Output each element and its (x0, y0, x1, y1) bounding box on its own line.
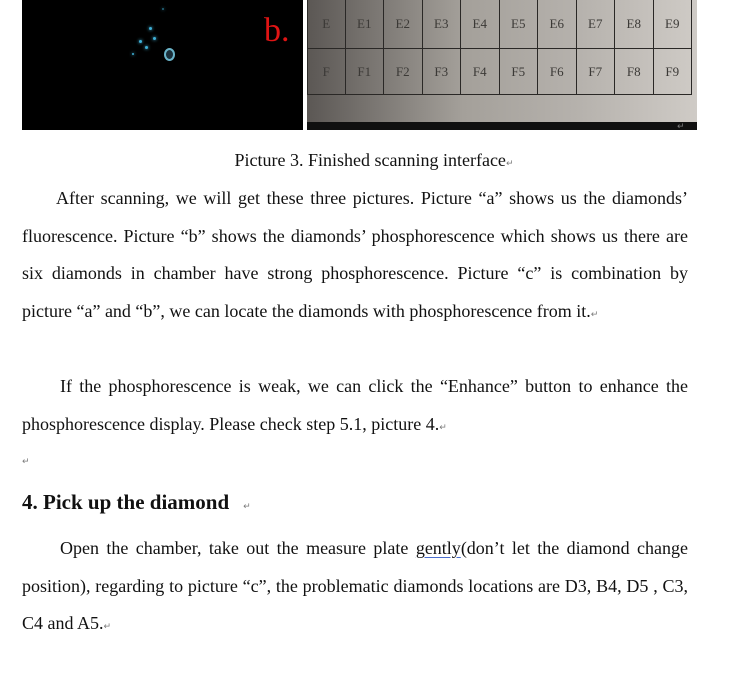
grid-cell: E7 (577, 0, 616, 49)
paragraph-mark-icon: ↵ (439, 422, 447, 433)
grid-cell: E1 (346, 0, 385, 49)
grid-cell: F (307, 49, 346, 95)
phosphor-dot (145, 46, 148, 49)
grid-cell: F4 (461, 49, 500, 95)
plate-grid-photo (307, 0, 697, 122)
paragraph-enhance (22, 368, 688, 447)
grid-cell: F8 (615, 49, 654, 95)
grid-cell: E6 (538, 0, 577, 49)
heading-text: 4. Pick up the diamond (22, 490, 230, 514)
paragraph-mark-icon: ↵ (103, 622, 112, 632)
phosphor-dot (139, 40, 142, 43)
paragraph-mark-icon: ↵ (22, 457, 30, 467)
phosphor-dot (153, 37, 156, 40)
grid-cell: E3 (423, 0, 462, 49)
section-heading (22, 490, 251, 515)
caption-text: Picture 3. Finished scanning interface (234, 150, 506, 170)
phosphorescence-image-b (22, 0, 303, 130)
paragraph-text: After scanning, we will get these three pictures. Picture “a” shows us the diamonds’ fluorescence. Picture “b” shows the diamonds’ phosphorescence which shows us there are six diamonds in chamber have strong phosphorescence. Picture “c” is combination by picture “a” and “b”, we can locate the diamonds with phosphorescence from it. (22, 188, 688, 321)
phosphor-dot (149, 27, 152, 30)
plate-bottom-edge (307, 122, 697, 130)
paragraph-mark-icon: ↵ (243, 502, 251, 512)
paragraph-text: Open the chamber, take out the measure plate (60, 538, 416, 558)
grid-cell: F3 (423, 49, 462, 95)
grid-cell: F9 (654, 49, 693, 95)
grid-cell: F7 (577, 49, 616, 95)
paragraph-text: If the phosphorescence is weak, we can click the “Enhance” button to enhance the phosphorescence display. Please check step 5.1, picture 4. (22, 376, 688, 434)
grid-cell: E2 (384, 0, 423, 49)
phosphor-ring (164, 48, 175, 61)
figure-label-b: b. (264, 12, 290, 49)
phosphor-dot (162, 8, 164, 10)
grid-cell: F6 (538, 49, 577, 95)
figure-row (22, 0, 698, 130)
figure-caption (0, 150, 750, 171)
grid-cell: E9 (654, 0, 693, 49)
paragraph-scan-results (22, 180, 688, 334)
grid-cell: F1 (346, 49, 385, 95)
paragraph-pick-up (22, 530, 688, 647)
grid-cell: E4 (461, 0, 500, 49)
combined-image-c (307, 0, 697, 130)
grid-cell: E5 (500, 0, 539, 49)
grid-row-e (307, 0, 697, 49)
grid-cell: F2 (384, 49, 423, 95)
spellcheck-underlined-word: gently (415, 538, 461, 558)
phosphor-dot (132, 53, 134, 55)
grid-row-f (307, 49, 697, 95)
grid-cell: E (307, 0, 346, 49)
paragraph-mark-icon: ↵ (590, 309, 599, 320)
grid-cell: F5 (500, 49, 539, 95)
grid-cell: E8 (615, 0, 654, 49)
paragraph-mark-icon: ↵ (677, 122, 685, 132)
paragraph-text: (don’t let the diamond change position), regarding to picture “c”, the problematic diamonds locations are D3, B4, D5 , C3, C4 and A5. (22, 538, 689, 633)
paragraph-mark-icon: ↵ (505, 159, 514, 169)
